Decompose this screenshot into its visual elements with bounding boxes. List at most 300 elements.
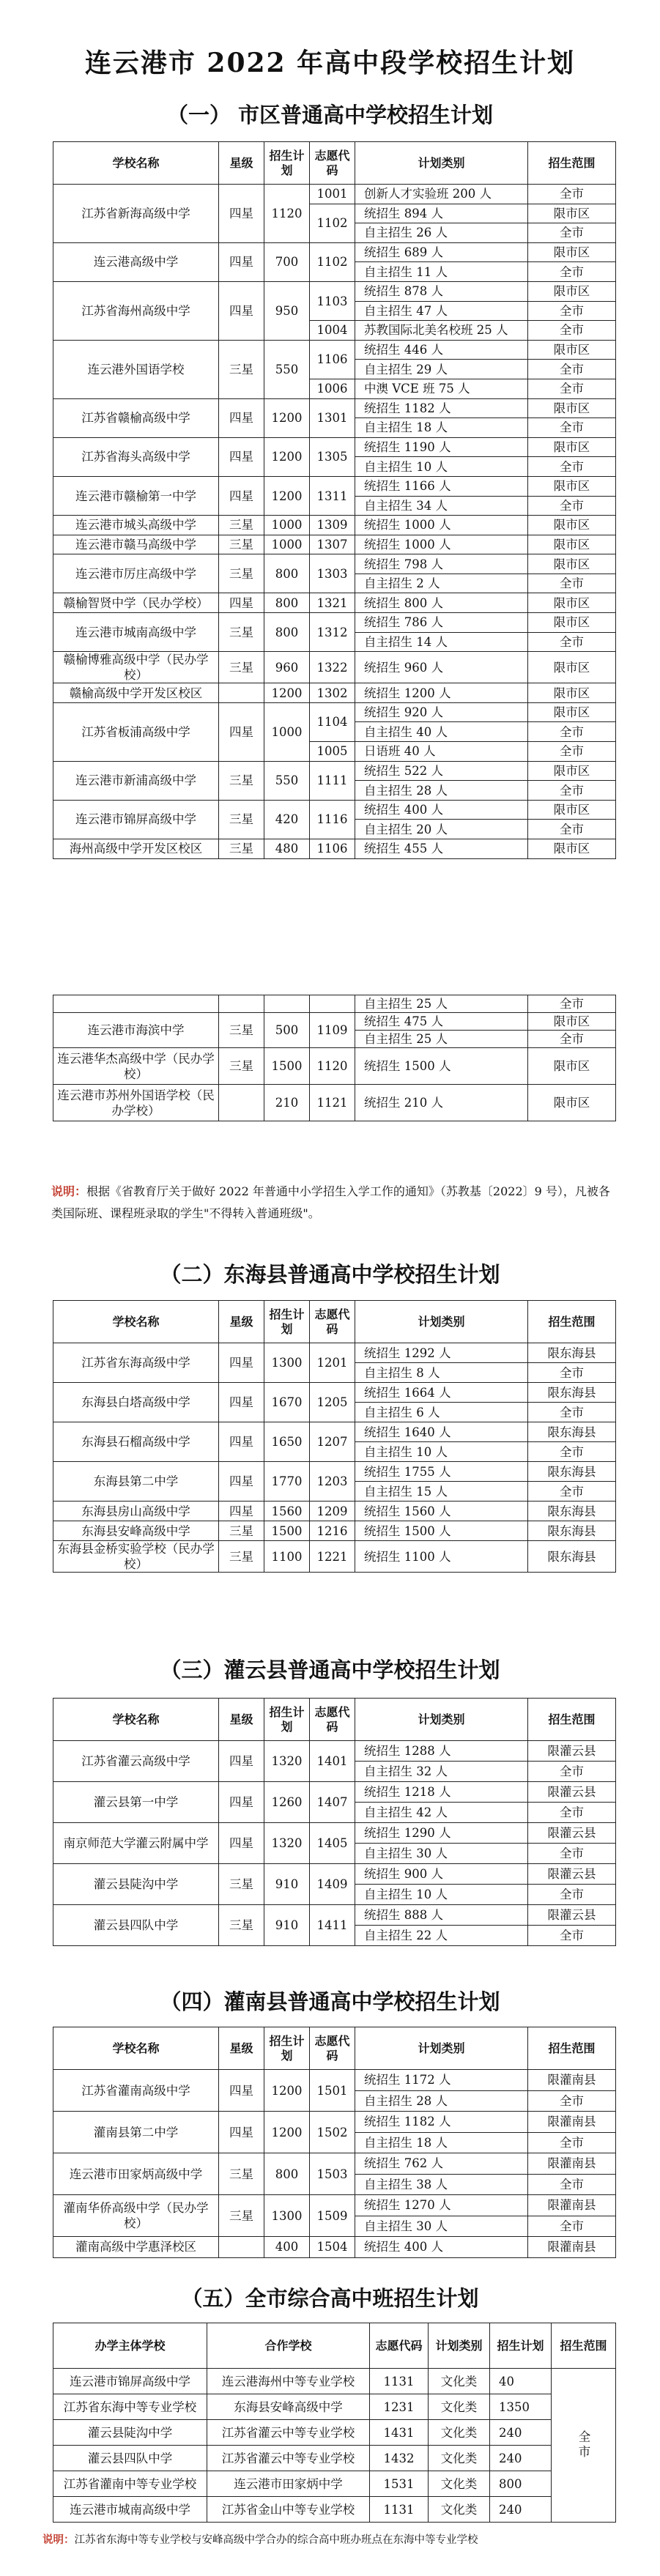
enroll-scope: 限灌南县 (528, 2237, 616, 2258)
plan-category: 自主招生 47 人 (355, 301, 528, 321)
enroll-scope: 全市 (528, 574, 616, 593)
plan-category: 统招生 900 人 (355, 1864, 528, 1885)
enroll-scope: 全市 (528, 1403, 616, 1422)
table-row (53, 2070, 616, 2091)
enroll-scope: 限市区 (528, 242, 616, 262)
enroll-scope: 全市 (528, 1926, 616, 1946)
plan-count: 700 (264, 242, 310, 281)
volunteer-code: 1216 (310, 1521, 355, 1541)
table-row (53, 516, 616, 535)
table-section-4 (53, 2027, 616, 2258)
plan-count: 1000 (264, 535, 310, 554)
school-name: 赣榆智贤中学（民办学校） (53, 593, 219, 613)
enroll-scope: 全市 (528, 457, 616, 477)
star-level: 三星 (219, 652, 264, 683)
plan-category: 统招生 400 人 (355, 800, 528, 820)
enroll-scope: 全市 (552, 2369, 616, 2523)
plan-category: 自主招生 42 人 (355, 1803, 528, 1823)
plan-category: 自主招生 28 人 (355, 2090, 528, 2112)
plan-category: 文化类 (429, 2420, 490, 2446)
plan-count: 1770 (264, 1462, 310, 1502)
volunteer-code: 1102 (310, 242, 355, 281)
plan-count: 1500 (264, 1048, 310, 1085)
plan-count: 1200 (264, 2070, 310, 2112)
plan-category: 统招生 1500 人 (355, 1521, 528, 1541)
plan-category: 文化类 (429, 2394, 490, 2420)
header-school: 学校名称 (53, 2027, 219, 2070)
table-section-3 (53, 1698, 616, 1946)
table-row (53, 1462, 616, 1482)
plan-category: 统招生 1292 人 (355, 1343, 528, 1363)
enroll-scope: 限东海县 (528, 1343, 616, 1363)
star-level: 三星 (219, 1541, 264, 1573)
school-name: 灌南县第二中学 (53, 2112, 219, 2153)
plan-count: 1200 (264, 398, 310, 437)
section-4-title: （四）灌南县普通高中学校招生计划 (160, 1989, 500, 2014)
enroll-scope: 全市 (528, 820, 616, 839)
volunteer-code: 1509 (310, 2195, 355, 2237)
enroll-scope: 全市 (528, 1442, 616, 1462)
star-level: 三星 (219, 1905, 264, 1946)
volunteer-code: 1309 (310, 516, 355, 535)
table-row (53, 1013, 616, 1031)
table-row (53, 1741, 616, 1762)
plan-count: 1200 (264, 683, 310, 703)
plan-category: 自主招生 10 人 (355, 1442, 528, 1462)
volunteer-code: 1006 (310, 379, 355, 398)
plan-count: 1300 (264, 2195, 310, 2237)
enroll-scope: 全市 (528, 995, 616, 1013)
school-name: 东海县白塔高级中学 (53, 1383, 219, 1422)
plan-count: 1670 (264, 1383, 310, 1422)
school-name: 灌云县四队中学 (53, 1905, 219, 1946)
plan-category: 统招生 1290 人 (355, 1823, 528, 1844)
enroll-scope: 全市 (528, 321, 616, 341)
plan-count: 800 (490, 2471, 552, 2497)
plan-count: 960 (264, 652, 310, 683)
volunteer-code: 1502 (310, 2112, 355, 2153)
school-name: 连云港市新浦高级中学 (53, 761, 219, 800)
school-name: 灌南高级中学惠泽校区 (53, 2237, 219, 2258)
enroll-scope: 全市 (528, 1844, 616, 1864)
plan-count: 950 (264, 281, 310, 340)
plan-category: 自主招生 10 人 (355, 1885, 528, 1905)
school-name: 江苏省新海高级中学 (53, 185, 219, 243)
plan-count: 1560 (264, 1502, 310, 1521)
plan-count: 420 (264, 800, 310, 839)
school-name: 江苏省海州高级中学 (53, 281, 219, 340)
plan-count: 1200 (264, 437, 310, 476)
school-name: 江苏省板浦高级中学 (53, 702, 219, 761)
plan-category: 文化类 (429, 2471, 490, 2497)
star-level: 四星 (219, 1383, 264, 1422)
plan-category: 统招生 920 人 (355, 702, 528, 722)
enroll-scope: 限市区 (528, 437, 616, 457)
plan-category: 统招生 960 人 (355, 652, 528, 683)
table-row (53, 800, 616, 820)
volunteer-code: 1531 (370, 2471, 429, 2497)
school-name: 江苏省海头高级中学 (53, 437, 219, 476)
school-name: 江苏省灌南高级中学 (53, 2070, 219, 2112)
volunteer-code: 1401 (310, 1741, 355, 1782)
plan-category: 自主招生 29 人 (355, 360, 528, 379)
plan-category: 统招生 800 人 (355, 593, 528, 613)
table-header (53, 1699, 616, 1741)
star-level: 四星 (219, 1462, 264, 1502)
note-text: 江苏省东海中等专业学校与安峰高级中学合办的综合高中班办班点在东海中等专业学校 (74, 2534, 478, 2546)
note-label: 说明： (42, 2534, 75, 2546)
plan-count: 1260 (264, 1782, 310, 1823)
enroll-scope: 限市区 (528, 398, 616, 418)
volunteer-code: 1004 (310, 321, 355, 341)
plan-count: 480 (264, 839, 310, 859)
plan-category: 自主招生 8 人 (355, 1363, 528, 1383)
plan-category: 统招生 798 人 (355, 554, 528, 574)
volunteer-code: 1501 (310, 2070, 355, 2112)
school-name: 江苏省东海高级中学 (53, 1343, 219, 1383)
plan-category: 统招生 1560 人 (355, 1502, 528, 1521)
enroll-scope: 限市区 (528, 516, 616, 535)
plan-count: 1650 (264, 1422, 310, 1462)
plan-count: 500 (264, 1013, 310, 1048)
plan-category: 自主招生 26 人 (355, 223, 528, 243)
enroll-scope: 全市 (528, 1363, 616, 1383)
volunteer-code: 1431 (370, 2420, 429, 2446)
star-level: 四星 (219, 2070, 264, 2112)
table-row (53, 535, 616, 554)
plan-category: 统招生 786 人 (355, 613, 528, 633)
page-title: 连云港市 2022 年高中段学校招生计划 (84, 48, 576, 78)
plan-count: 1300 (264, 1343, 310, 1383)
plan-category: 统招生 1200 人 (355, 683, 528, 703)
enroll-scope: 限市区 (528, 593, 616, 613)
table-row (53, 2369, 616, 2394)
main-school: 灌云县陡沟中学 (53, 2420, 207, 2446)
volunteer-code: 1307 (310, 535, 355, 554)
volunteer-code: 1312 (310, 613, 355, 652)
main-school: 连云港市城南高级中学 (53, 2497, 207, 2523)
plan-category: 统招生 1000 人 (355, 516, 528, 535)
star-level: 三星 (219, 2153, 264, 2195)
plan-category: 文化类 (429, 2369, 490, 2394)
enroll-scope: 限市区 (528, 476, 616, 496)
partner-school: 东海县安峰高级中学 (207, 2394, 370, 2420)
plan-category: 统招生 1100 人 (355, 1541, 528, 1573)
enroll-scope: 限灌南县 (528, 2112, 616, 2133)
star-level: 四星 (219, 702, 264, 761)
plan-category: 统招生 878 人 (355, 281, 528, 301)
star-level: 四星 (219, 185, 264, 243)
volunteer-code: 1221 (310, 1541, 355, 1573)
note-label: 说明： (51, 1184, 87, 1198)
plan-count: 1200 (264, 476, 310, 515)
plan-category: 中澳 VCE 班 75 人 (355, 379, 528, 398)
enroll-scope: 限东海县 (528, 1422, 616, 1442)
star-level: 四星 (219, 476, 264, 515)
school-name: 连云港外国语学校 (53, 340, 219, 398)
header-plan: 招生计划 (264, 1699, 310, 1741)
enroll-scope: 限灌南县 (528, 2153, 616, 2175)
star-level: 三星 (219, 613, 264, 652)
header-school: 学校名称 (53, 1699, 219, 1741)
partner-school: 江苏省灌云中等专业学校 (207, 2420, 370, 2446)
header-scope: 招生范围 (528, 1699, 616, 1741)
enroll-scope: 全市 (528, 742, 616, 762)
enroll-scope: 全市 (528, 379, 616, 398)
table-row (53, 593, 616, 613)
plan-category: 自主招生 6 人 (355, 1403, 528, 1422)
plan-category: 统招生 475 人 (355, 1013, 528, 1031)
enroll-scope: 限市区 (528, 1048, 616, 1085)
plan-count: 40 (490, 2369, 552, 2394)
star-level: 三星 (219, 1521, 264, 1541)
partner-school: 江苏省金山中等专业学校 (207, 2497, 370, 2523)
school-name: 赣榆博雅高级中学（民办学校） (53, 652, 219, 683)
school-name: 东海县金桥实验学校（民办学校） (53, 1541, 219, 1573)
enroll-scope: 限东海县 (528, 1521, 616, 1541)
enroll-scope: 限东海县 (528, 1462, 616, 1482)
table-row (53, 2195, 616, 2216)
plan-count: 910 (264, 1905, 310, 1946)
table-row (53, 702, 616, 722)
enroll-scope: 限灌云县 (528, 1864, 616, 1885)
section-3-title: （三）灌云县普通高中学校招生计划 (160, 1658, 500, 1682)
plan-category: 统招生 1500 人 (355, 1048, 528, 1085)
school-name: 连云港市厉庄高级中学 (53, 554, 219, 593)
star-level: 三星 (219, 516, 264, 535)
enroll-scope: 全市 (528, 418, 616, 438)
star-level: 三星 (219, 2195, 264, 2237)
table-row (53, 281, 616, 301)
plan-category: 统招生 1190 人 (355, 437, 528, 457)
plan-count: 550 (264, 340, 310, 398)
section-1-title: （一） 市区普通高中学校招生计划 (166, 103, 494, 127)
main-school: 江苏省东海中等专业学校 (53, 2394, 207, 2420)
plan-category: 统招生 1288 人 (355, 1741, 528, 1762)
header-category: 计划类别 (355, 1699, 528, 1741)
volunteer-code: 1302 (310, 683, 355, 703)
star-level: 三星 (219, 535, 264, 554)
school-name: 灌云县陡沟中学 (53, 1864, 219, 1905)
section-5-note (42, 2531, 621, 2549)
header-code: 志愿代码 (310, 2027, 355, 2070)
enroll-scope: 全市 (528, 1482, 616, 1502)
table-row (53, 1905, 616, 1926)
table-section-1 (53, 141, 616, 859)
table-row (53, 476, 616, 496)
volunteer-code: 1109 (310, 1013, 355, 1048)
volunteer-code: 1311 (310, 476, 355, 515)
enroll-scope: 全市 (528, 2174, 616, 2195)
school-name: 江苏省赣榆高级中学 (53, 398, 219, 437)
volunteer-code: 1432 (370, 2446, 429, 2471)
plan-category: 统招生 1182 人 (355, 2112, 528, 2133)
table-row (53, 2420, 616, 2446)
plan-category: 自主招生 32 人 (355, 1762, 528, 1782)
table-header (53, 142, 616, 185)
partner-school: 连云港海州中等专业学校 (207, 2369, 370, 2394)
plan-category: 日语班 40 人 (355, 742, 528, 762)
enroll-scope: 限东海县 (528, 1541, 616, 1573)
note-text: 根据《省教育厅关于做好 2022 年普通中小学招生入学工作的通知》（苏教基〔2022〕9 号），凡被各类国际班、课程班录取的学生"不得转入普通班级"。 (51, 1184, 610, 1220)
enroll-scope: 限灌云县 (528, 1782, 616, 1803)
enroll-scope: 限市区 (528, 1085, 616, 1121)
volunteer-code: 1120 (310, 1048, 355, 1085)
plan-category: 统招生 1270 人 (355, 2195, 528, 2216)
school-name: 连云港市城南高级中学 (53, 613, 219, 652)
main-school: 江苏省灌南中等专业学校 (53, 2471, 207, 2497)
volunteer-code: 1102 (310, 204, 355, 242)
enroll-scope: 全市 (528, 722, 616, 742)
table-row (53, 2471, 616, 2497)
enroll-scope: 全市 (528, 2090, 616, 2112)
enroll-scope: 限灌云县 (528, 1741, 616, 1762)
enroll-scope: 限市区 (528, 340, 616, 360)
table-row (53, 1521, 616, 1541)
table-row (53, 398, 616, 418)
volunteer-code: 1104 (310, 702, 355, 741)
enroll-scope: 全市 (528, 1031, 616, 1048)
volunteer-code: 1409 (310, 1864, 355, 1905)
volunteer-code: 1301 (310, 398, 355, 437)
plan-count: 1350 (490, 2394, 552, 2420)
plan-category: 统招生 1755 人 (355, 1462, 528, 1482)
header-scope: 招生范围 (552, 2323, 616, 2369)
plan-count: 1120 (264, 185, 310, 243)
header-star: 星级 (219, 2027, 264, 2070)
enroll-scope: 限灌南县 (528, 2195, 616, 2216)
star-level (219, 2237, 264, 2258)
header-plan: 招生计划 (264, 1301, 310, 1343)
enroll-scope: 限灌云县 (528, 1905, 616, 1926)
school-name: 海州高级中学开发区校区 (53, 839, 219, 859)
header-plan: 招生计划 (490, 2323, 552, 2369)
plan-category: 文化类 (429, 2497, 490, 2523)
enroll-scope: 限市区 (528, 554, 616, 574)
volunteer-code: 1305 (310, 437, 355, 476)
plan-count: 1320 (264, 1823, 310, 1864)
plan-count: 1000 (264, 702, 310, 761)
plan-category: 自主招生 34 人 (355, 496, 528, 516)
plan-category: 自主招生 10 人 (355, 457, 528, 477)
school-name: 东海县石榴高级中学 (53, 1422, 219, 1462)
table-row (53, 683, 616, 703)
volunteer-code: 1001 (310, 185, 355, 204)
plan-category: 统招生 455 人 (355, 839, 528, 859)
school-name: 连云港市赣榆第一中学 (53, 476, 219, 515)
plan-count: 800 (264, 554, 310, 593)
volunteer-code: 1203 (310, 1462, 355, 1502)
star-level: 四星 (219, 281, 264, 340)
table-row (53, 1383, 616, 1403)
volunteer-code: 1121 (310, 1085, 355, 1121)
volunteer-code: 1231 (370, 2394, 429, 2420)
plan-count: 800 (264, 593, 310, 613)
enroll-scope: 限市区 (528, 702, 616, 722)
enroll-scope: 全市 (528, 496, 616, 516)
plan-category: 统招生 1182 人 (355, 398, 528, 418)
header-code: 志愿代码 (310, 1699, 355, 1741)
star-level: 四星 (219, 1343, 264, 1383)
school-name (53, 995, 219, 1013)
volunteer-code: 1131 (370, 2369, 429, 2394)
enroll-scope: 全市 (528, 185, 616, 204)
enroll-scope: 限市区 (528, 652, 616, 683)
star-level: 四星 (219, 398, 264, 437)
school-name: 东海县房山高级中学 (53, 1502, 219, 1521)
star-level: 四星 (219, 437, 264, 476)
volunteer-code: 1106 (310, 839, 355, 859)
enroll-scope: 全市 (528, 781, 616, 801)
plan-category: 苏教国际北美名校班 25 人 (355, 321, 528, 341)
plan-count: 1200 (264, 2112, 310, 2153)
volunteer-code: 1131 (370, 2497, 429, 2523)
volunteer-code: 1201 (310, 1343, 355, 1383)
plan-category: 自主招生 22 人 (355, 1926, 528, 1946)
plan-category: 统招生 1640 人 (355, 1422, 528, 1442)
school-name: 江苏省灌云高级中学 (53, 1741, 219, 1782)
header-star: 星级 (219, 1301, 264, 1343)
table-row (53, 2394, 616, 2420)
header-plan: 招生计划 (264, 142, 310, 185)
plan-category: 统招生 1218 人 (355, 1782, 528, 1803)
volunteer-code (310, 995, 355, 1013)
plan-category: 自主招生 40 人 (355, 722, 528, 742)
table-row (53, 2446, 616, 2471)
plan-category: 统招生 1000 人 (355, 535, 528, 554)
volunteer-code: 1106 (310, 340, 355, 379)
partner-school: 连云港市田家炳中学 (207, 2471, 370, 2497)
star-level (219, 995, 264, 1013)
volunteer-code: 1209 (310, 1502, 355, 1521)
plan-category: 统招生 1172 人 (355, 2070, 528, 2091)
table-row (53, 2153, 616, 2175)
header-category: 计划类别 (429, 2323, 490, 2369)
header-star: 星级 (219, 142, 264, 185)
star-level: 三星 (219, 1864, 264, 1905)
star-level: 四星 (219, 593, 264, 613)
school-name: 东海县第二中学 (53, 1462, 219, 1502)
plan-category: 文化类 (429, 2446, 490, 2471)
plan-count: 1000 (264, 516, 310, 535)
plan-category: 自主招生 11 人 (355, 262, 528, 282)
plan-count: 240 (490, 2446, 552, 2471)
header-code: 志愿代码 (310, 1301, 355, 1343)
star-level: 三星 (219, 340, 264, 398)
volunteer-code: 1111 (310, 761, 355, 800)
section-2-title: （二）东海县普通高中学校招生计划 (160, 1262, 500, 1287)
enroll-scope: 全市 (528, 1803, 616, 1823)
enroll-scope: 限市区 (528, 800, 616, 820)
header-school: 学校名称 (53, 142, 219, 185)
enroll-scope: 全市 (528, 2132, 616, 2153)
school-name: 连云港市赣马高级中学 (53, 535, 219, 554)
star-level: 四星 (219, 1502, 264, 1521)
school-name: 赣榆高级中学开发区校区 (53, 683, 219, 703)
volunteer-code: 1321 (310, 593, 355, 613)
enroll-scope: 限市区 (528, 1013, 616, 1031)
table-row (53, 1343, 616, 1363)
star-level: 四星 (219, 1422, 264, 1462)
table-header (53, 2027, 616, 2070)
volunteer-code: 1116 (310, 800, 355, 839)
enroll-scope: 限市区 (528, 839, 616, 859)
plan-category: 统招生 888 人 (355, 1905, 528, 1926)
enroll-scope: 限市区 (528, 683, 616, 703)
section-1-note (51, 1181, 615, 1225)
enroll-scope: 全市 (528, 632, 616, 652)
plan-category: 统招生 1166 人 (355, 476, 528, 496)
